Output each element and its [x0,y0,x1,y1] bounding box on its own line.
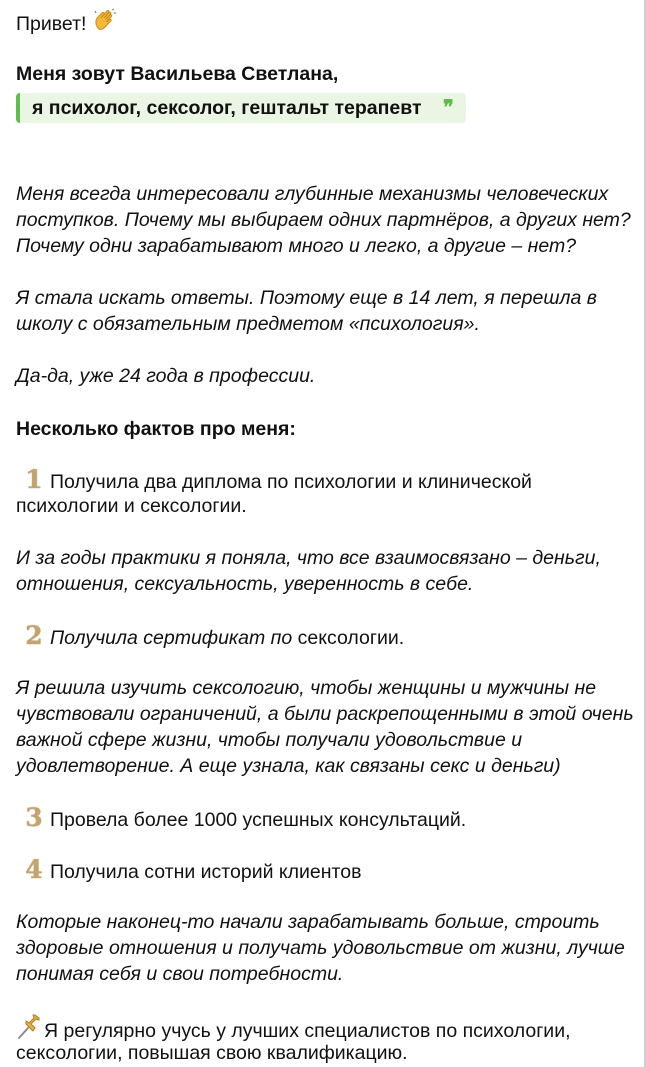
paragraph-line: здоровые отношения и получать удовольствие от жизни, лучше [16,937,625,959]
facts-heading: Несколько фактов про меня: [16,418,296,440]
name-line: Меня зовут Васильева Светлана, [16,63,339,85]
greeting: Привет! [16,7,118,40]
number-3-icon: 3 [25,803,43,832]
profession-text: я психолог, сексолог, гештальт терапевт [32,97,422,119]
paragraph-line: школу с обязательным предметом «психология». [16,313,480,335]
closing-line-2: сексологии, повышая свою квалификацию. [16,1042,408,1064]
number-1-icon: 1 [25,465,43,494]
fact-3: 3 Провела более 1000 успешных консультаций. [16,805,466,833]
paragraph-line: Меня всегда интересовали глубинные механизмы человеческих [16,183,609,205]
paragraph-line: отношения, сексуальность, уверенность в себе. [16,573,474,595]
paragraph-line: чувствовали ограничений, а были раскрепощенными в этой очень [16,703,634,725]
fact-2: 2 Получила сертификат по сексологии. [16,623,404,651]
paragraph-line: Которые наконец-то начали зарабатывать больше, строить [16,911,600,933]
paragraph-line: Я стала искать ответы. Поэтому еще в 14 лет, я перешла в [16,287,597,309]
paragraph-line: Я решила изучить сексологию, чтобы женщины и мужчины не [16,677,597,699]
fact-4: 4 Получила сотни историй клиентов [16,857,361,885]
number-2-icon: 2 [25,621,43,650]
number-4-icon: 4 [25,855,43,884]
paragraph-line: поступков. Почему мы выбираем одних партнёров, а других нет? [16,209,631,231]
paragraph-line: Да-да, уже 24 года в профессии. [16,365,316,387]
closing-line: Я регулярно учусь у лучших специалистов по психологии, [16,1014,571,1047]
waving-hand-icon [92,7,118,40]
paragraph-line: Почему одни зарабатывают много и легко, а другие – нет? [16,235,577,257]
profession-quote [16,93,466,123]
quote-mark-icon: ❞ [442,97,452,119]
paragraph-line: удовлетворение. А еще узнала, как связаны секс и деньги) [16,755,561,777]
paragraph-line: важной сфере жизни, чтобы получали удовольствие и [16,729,523,751]
paragraph-line: понимая себя и свои потребности. [16,963,344,985]
fact-1: 1 Получила два диплома по психологии и клинической [16,467,532,495]
paragraph-line: И за годы практики я поняла, что все взаимосвязано – деньги, [16,547,601,569]
fact-1-line-2: психологии и сексологии. [16,495,247,517]
